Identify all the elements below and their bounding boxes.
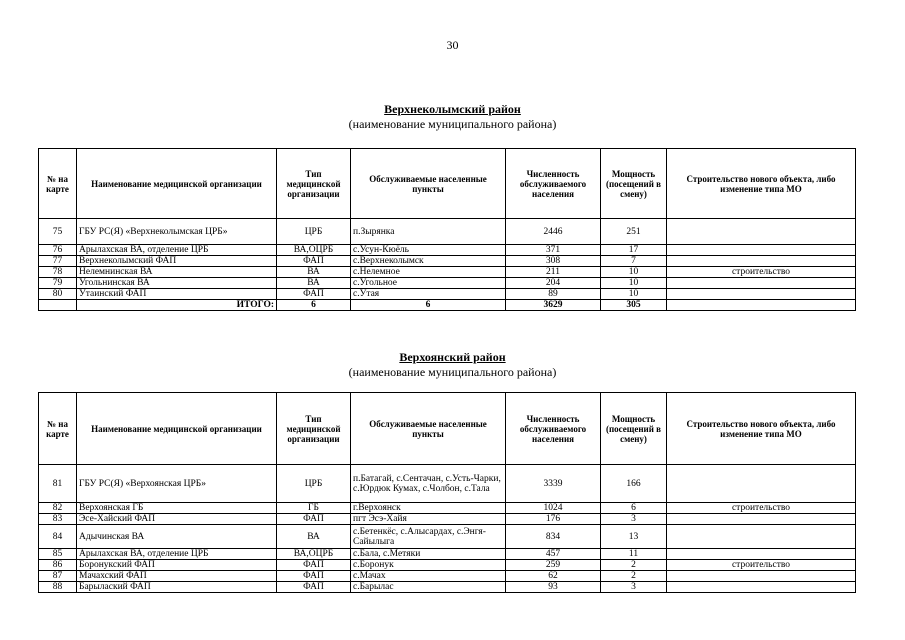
header-org: Наименование медицинской организации xyxy=(77,149,277,219)
section-subtitle: (наименование муниципального района) xyxy=(348,365,557,379)
cell-num: 83 xyxy=(39,514,77,525)
cell-org: Адычинская ВА xyxy=(77,525,277,549)
cell-type: ФАП xyxy=(277,582,351,593)
cell-type: ФАП xyxy=(277,514,351,525)
cell-num: 81 xyxy=(39,465,77,503)
cell-population: 211 xyxy=(506,267,601,278)
cell-construction: строительство xyxy=(667,503,856,514)
cell-population: 2446 xyxy=(506,219,601,245)
cell-type: ВА,ОЦРБ xyxy=(277,549,351,560)
cell-type: ФАП xyxy=(277,289,351,300)
header-construction: Строительство нового объекта, либо изменение типа МО xyxy=(667,393,856,465)
cell-org: ГБУ РС(Я) «Верхоянская ЦРБ» xyxy=(77,465,277,503)
cell-capacity: 17 xyxy=(601,245,667,256)
cell-construction xyxy=(667,514,856,525)
cell-capacity: 3 xyxy=(601,514,667,525)
cell-population: 457 xyxy=(506,549,601,560)
header-population: Численность обслуживаемого населения xyxy=(506,393,601,465)
cell-construction xyxy=(667,465,856,503)
cell-construction: строительство xyxy=(667,267,856,278)
cell-capacity: 2 xyxy=(601,560,667,571)
cell-served: с.Мачах xyxy=(351,571,506,582)
cell-population: 93 xyxy=(506,582,601,593)
cell-type: ЦРБ xyxy=(277,465,351,503)
cell-num: 82 xyxy=(39,503,77,514)
cell-served: с.Угольное xyxy=(351,278,506,289)
cell-served: с.Нелемное xyxy=(351,267,506,278)
cell-construction xyxy=(667,245,856,256)
table-row xyxy=(39,560,856,571)
total-served: 6 xyxy=(351,300,506,311)
total-capacity: 305 xyxy=(601,300,667,311)
cell-type: ГБ xyxy=(277,503,351,514)
cell-capacity: 2 xyxy=(601,571,667,582)
cell-population: 1024 xyxy=(506,503,601,514)
cell-capacity: 7 xyxy=(601,256,667,267)
cell-served: п.Зырянка xyxy=(351,219,506,245)
cell-served: с.Барылас xyxy=(351,582,506,593)
header-type: Тип медицинской организации xyxy=(277,393,351,465)
cell-type: ВА xyxy=(277,267,351,278)
cell-type: ВА,ОЦРБ xyxy=(277,245,351,256)
cell-type: ФАП xyxy=(277,560,351,571)
cell-population: 259 xyxy=(506,560,601,571)
cell-capacity: 251 xyxy=(601,219,667,245)
table-row xyxy=(39,525,856,549)
header-served: Обслуживаемые населенные пункты xyxy=(351,149,506,219)
cell-capacity: 11 xyxy=(601,549,667,560)
cell-num: 85 xyxy=(39,549,77,560)
cell-org: Нелемнинская ВА xyxy=(77,267,277,278)
cell-org: Арылахская ВА, отделение ЦРБ xyxy=(77,245,277,256)
cell-num: 75 xyxy=(39,219,77,245)
total-construction xyxy=(667,300,856,311)
cell-capacity: 13 xyxy=(601,525,667,549)
cell-population: 204 xyxy=(506,278,601,289)
cell-construction xyxy=(667,289,856,300)
header-num: № на карте xyxy=(39,393,77,465)
cell-construction xyxy=(667,582,856,593)
header-capacity: Мощность (посещений в смену) xyxy=(601,393,667,465)
cell-served: с.Утая xyxy=(351,289,506,300)
cell-construction xyxy=(667,278,856,289)
cell-capacity: 3 xyxy=(601,582,667,593)
cell-construction xyxy=(667,256,856,267)
cell-served: с.Бетенкёс, с.Алысардах, с.Энгя-Сайылыга xyxy=(351,525,506,549)
header-construction: Строительство нового объекта, либо изменение типа МО xyxy=(667,149,856,219)
table-header-row xyxy=(39,393,856,465)
cell-served: с.Верхнеколымск xyxy=(351,256,506,267)
cell-capacity: 6 xyxy=(601,503,667,514)
cell-type: ВА xyxy=(277,278,351,289)
total-empty-cell xyxy=(39,300,77,311)
cell-served: с.Бала, с.Метяки xyxy=(351,549,506,560)
cell-num: 87 xyxy=(39,571,77,582)
cell-construction xyxy=(667,219,856,245)
facilities-table xyxy=(38,148,856,311)
cell-org: Эсе-Хайский ФАП xyxy=(77,514,277,525)
cell-org: ГБУ РС(Я) «Верхнеколымская ЦРБ» xyxy=(77,219,277,245)
cell-served: с.Боронук xyxy=(351,560,506,571)
cell-org: Угольнинская ВА xyxy=(77,278,277,289)
cell-org: Барылаский ФАП xyxy=(77,582,277,593)
section-subtitle: (наименование муниципального района) xyxy=(348,117,557,131)
cell-capacity: 166 xyxy=(601,465,667,503)
table-row xyxy=(39,549,856,560)
cell-served: с.Усун-Кюёль xyxy=(351,245,506,256)
cell-population: 89 xyxy=(506,289,601,300)
cell-type: ВА xyxy=(277,525,351,549)
table-row xyxy=(39,267,856,278)
cell-population: 62 xyxy=(506,571,601,582)
section-title: Верхнеколымский район xyxy=(384,102,521,116)
cell-org: Боронукский ФАП xyxy=(77,560,277,571)
cell-construction xyxy=(667,549,856,560)
header-type: Тип медицинской организации xyxy=(277,149,351,219)
table-row xyxy=(39,219,856,245)
table-header-row xyxy=(39,149,856,219)
cell-num: 78 xyxy=(39,267,77,278)
cell-population: 176 xyxy=(506,514,601,525)
cell-num: 86 xyxy=(39,560,77,571)
table-row xyxy=(39,582,856,593)
cell-org: Арылахская ВА, отделение ЦРБ xyxy=(77,549,277,560)
table-row xyxy=(39,503,856,514)
total-row xyxy=(39,300,856,311)
cell-num: 88 xyxy=(39,582,77,593)
cell-capacity: 10 xyxy=(601,289,667,300)
total-type: 6 xyxy=(277,300,351,311)
cell-construction xyxy=(667,571,856,582)
cell-served: пгт Эсэ-Хайя xyxy=(351,514,506,525)
total-population: 3629 xyxy=(506,300,601,311)
header-org: Наименование медицинской организации xyxy=(77,393,277,465)
table-row xyxy=(39,256,856,267)
cell-population: 308 xyxy=(506,256,601,267)
header-population: Численность обслуживаемого населения xyxy=(506,149,601,219)
table-row xyxy=(39,514,856,525)
cell-population: 371 xyxy=(506,245,601,256)
total-label: ИТОГО: xyxy=(77,300,277,311)
cell-construction: строительство xyxy=(667,560,856,571)
cell-population: 834 xyxy=(506,525,601,549)
cell-served: п.Батагай, с.Сентачан, с.Усть-Чарки, с.Юрдюк Кумах, с.Чолбон, с.Тала xyxy=(351,465,506,503)
facilities-table xyxy=(38,392,856,593)
table-row xyxy=(39,465,856,503)
table-row xyxy=(39,289,856,300)
cell-num: 84 xyxy=(39,525,77,549)
cell-num: 80 xyxy=(39,289,77,300)
cell-num: 76 xyxy=(39,245,77,256)
cell-num: 77 xyxy=(39,256,77,267)
header-capacity: Мощность (посещений в смену) xyxy=(601,149,667,219)
cell-num: 79 xyxy=(39,278,77,289)
cell-type: ФАП xyxy=(277,256,351,267)
cell-org: Верхоянская ГБ xyxy=(77,503,277,514)
table-row xyxy=(39,571,856,582)
cell-type: ЦРБ xyxy=(277,219,351,245)
header-num: № на карте xyxy=(39,149,77,219)
cell-org: Мачахский ФАП xyxy=(77,571,277,582)
page-number: 30 xyxy=(446,38,459,52)
header-served: Обслуживаемые населенные пункты xyxy=(351,393,506,465)
cell-type: ФАП xyxy=(277,571,351,582)
cell-capacity: 10 xyxy=(601,267,667,278)
table-row xyxy=(39,245,856,256)
table-row xyxy=(39,278,856,289)
cell-population: 3339 xyxy=(506,465,601,503)
cell-construction xyxy=(667,525,856,549)
cell-capacity: 10 xyxy=(601,278,667,289)
section-title: Верхоянский район xyxy=(399,350,506,364)
cell-org: Верхнеколымский ФАП xyxy=(77,256,277,267)
cell-served: г.Верхоянск xyxy=(351,503,506,514)
cell-org: Утаинский ФАП xyxy=(77,289,277,300)
